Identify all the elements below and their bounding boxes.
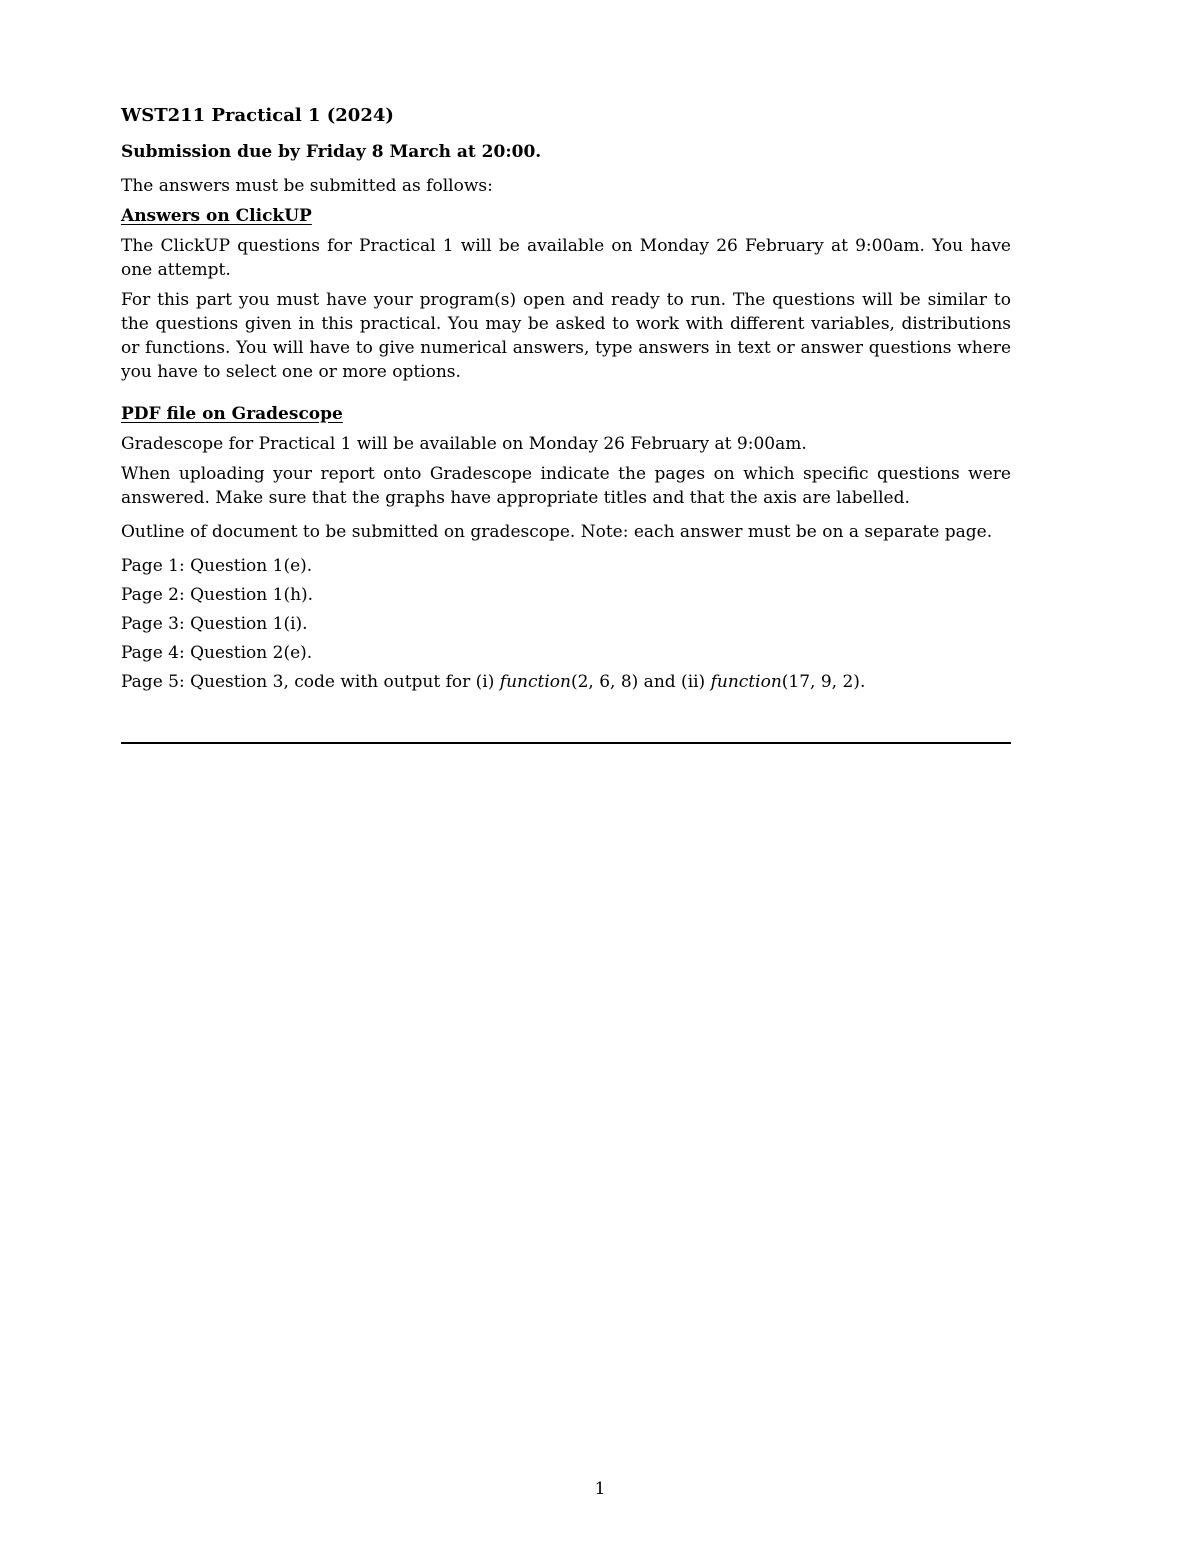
clickup-paragraph-2: For this part you must have your program(s) open and ready to run. The questions will be similar to the questions given in this practical. You may be asked to work with different variables, distributions or functions. You will have to give numerical answers, type answers in text or answer questions where you have to select one or more options.	[121, 290, 1011, 382]
clickup-paragraph-1: The ClickUP questions for Practical 1 will be available on Monday 26 February at 9:00am. You have one attempt.	[121, 236, 1011, 280]
intro-paragraph: The answers must be submitted as follows:	[121, 176, 493, 196]
outline-item: Page 1: Question 1(e).	[121, 556, 313, 576]
gradescope-paragraph-2: When uploading your report onto Gradescope indicate the pages on which specific questions were answered. Make sure that the graphs have appropriate titles and that the axis are labelled.	[121, 464, 1011, 508]
outline-item: Page 3: Question 1(i).	[121, 614, 308, 634]
outline-item-page-5	[121, 670, 1011, 694]
document-title: WST211 Practical 1 (2024)	[121, 105, 394, 126]
page-number: 1	[594, 1479, 606, 1499]
function-name-2: function	[710, 672, 782, 692]
page5-suffix: .	[859, 672, 866, 692]
page5-prefix: Page 5: Question 3, code with output for (i)	[121, 672, 500, 692]
function-args-2: (17, 9, 2)	[781, 672, 860, 692]
gradescope-heading: PDF file on Gradescope	[121, 404, 343, 424]
document-body	[121, 104, 1011, 699]
outline-item: Page 4: Question 2(e).	[121, 643, 313, 663]
clickup-heading: Answers on ClickUP	[121, 206, 312, 226]
function-name-1: function	[499, 672, 571, 692]
outline-item: Page 2: Question 1(h).	[121, 585, 314, 605]
page5-middle: and (ii)	[638, 672, 711, 692]
due-date-line: Submission due by Friday 8 March at 20:00.	[121, 142, 542, 162]
horizontal-rule	[121, 742, 1011, 744]
gradescope-paragraph-1: Gradescope for Practical 1 will be available on Monday 26 February at 9:00am.	[121, 434, 807, 454]
gradescope-outline-intro: Outline of document to be submitted on gradescope. Note: each answer must be on a separate page.	[121, 522, 993, 542]
function-args-1: (2, 6, 8)	[570, 672, 639, 692]
page-outline-list	[121, 554, 1011, 694]
